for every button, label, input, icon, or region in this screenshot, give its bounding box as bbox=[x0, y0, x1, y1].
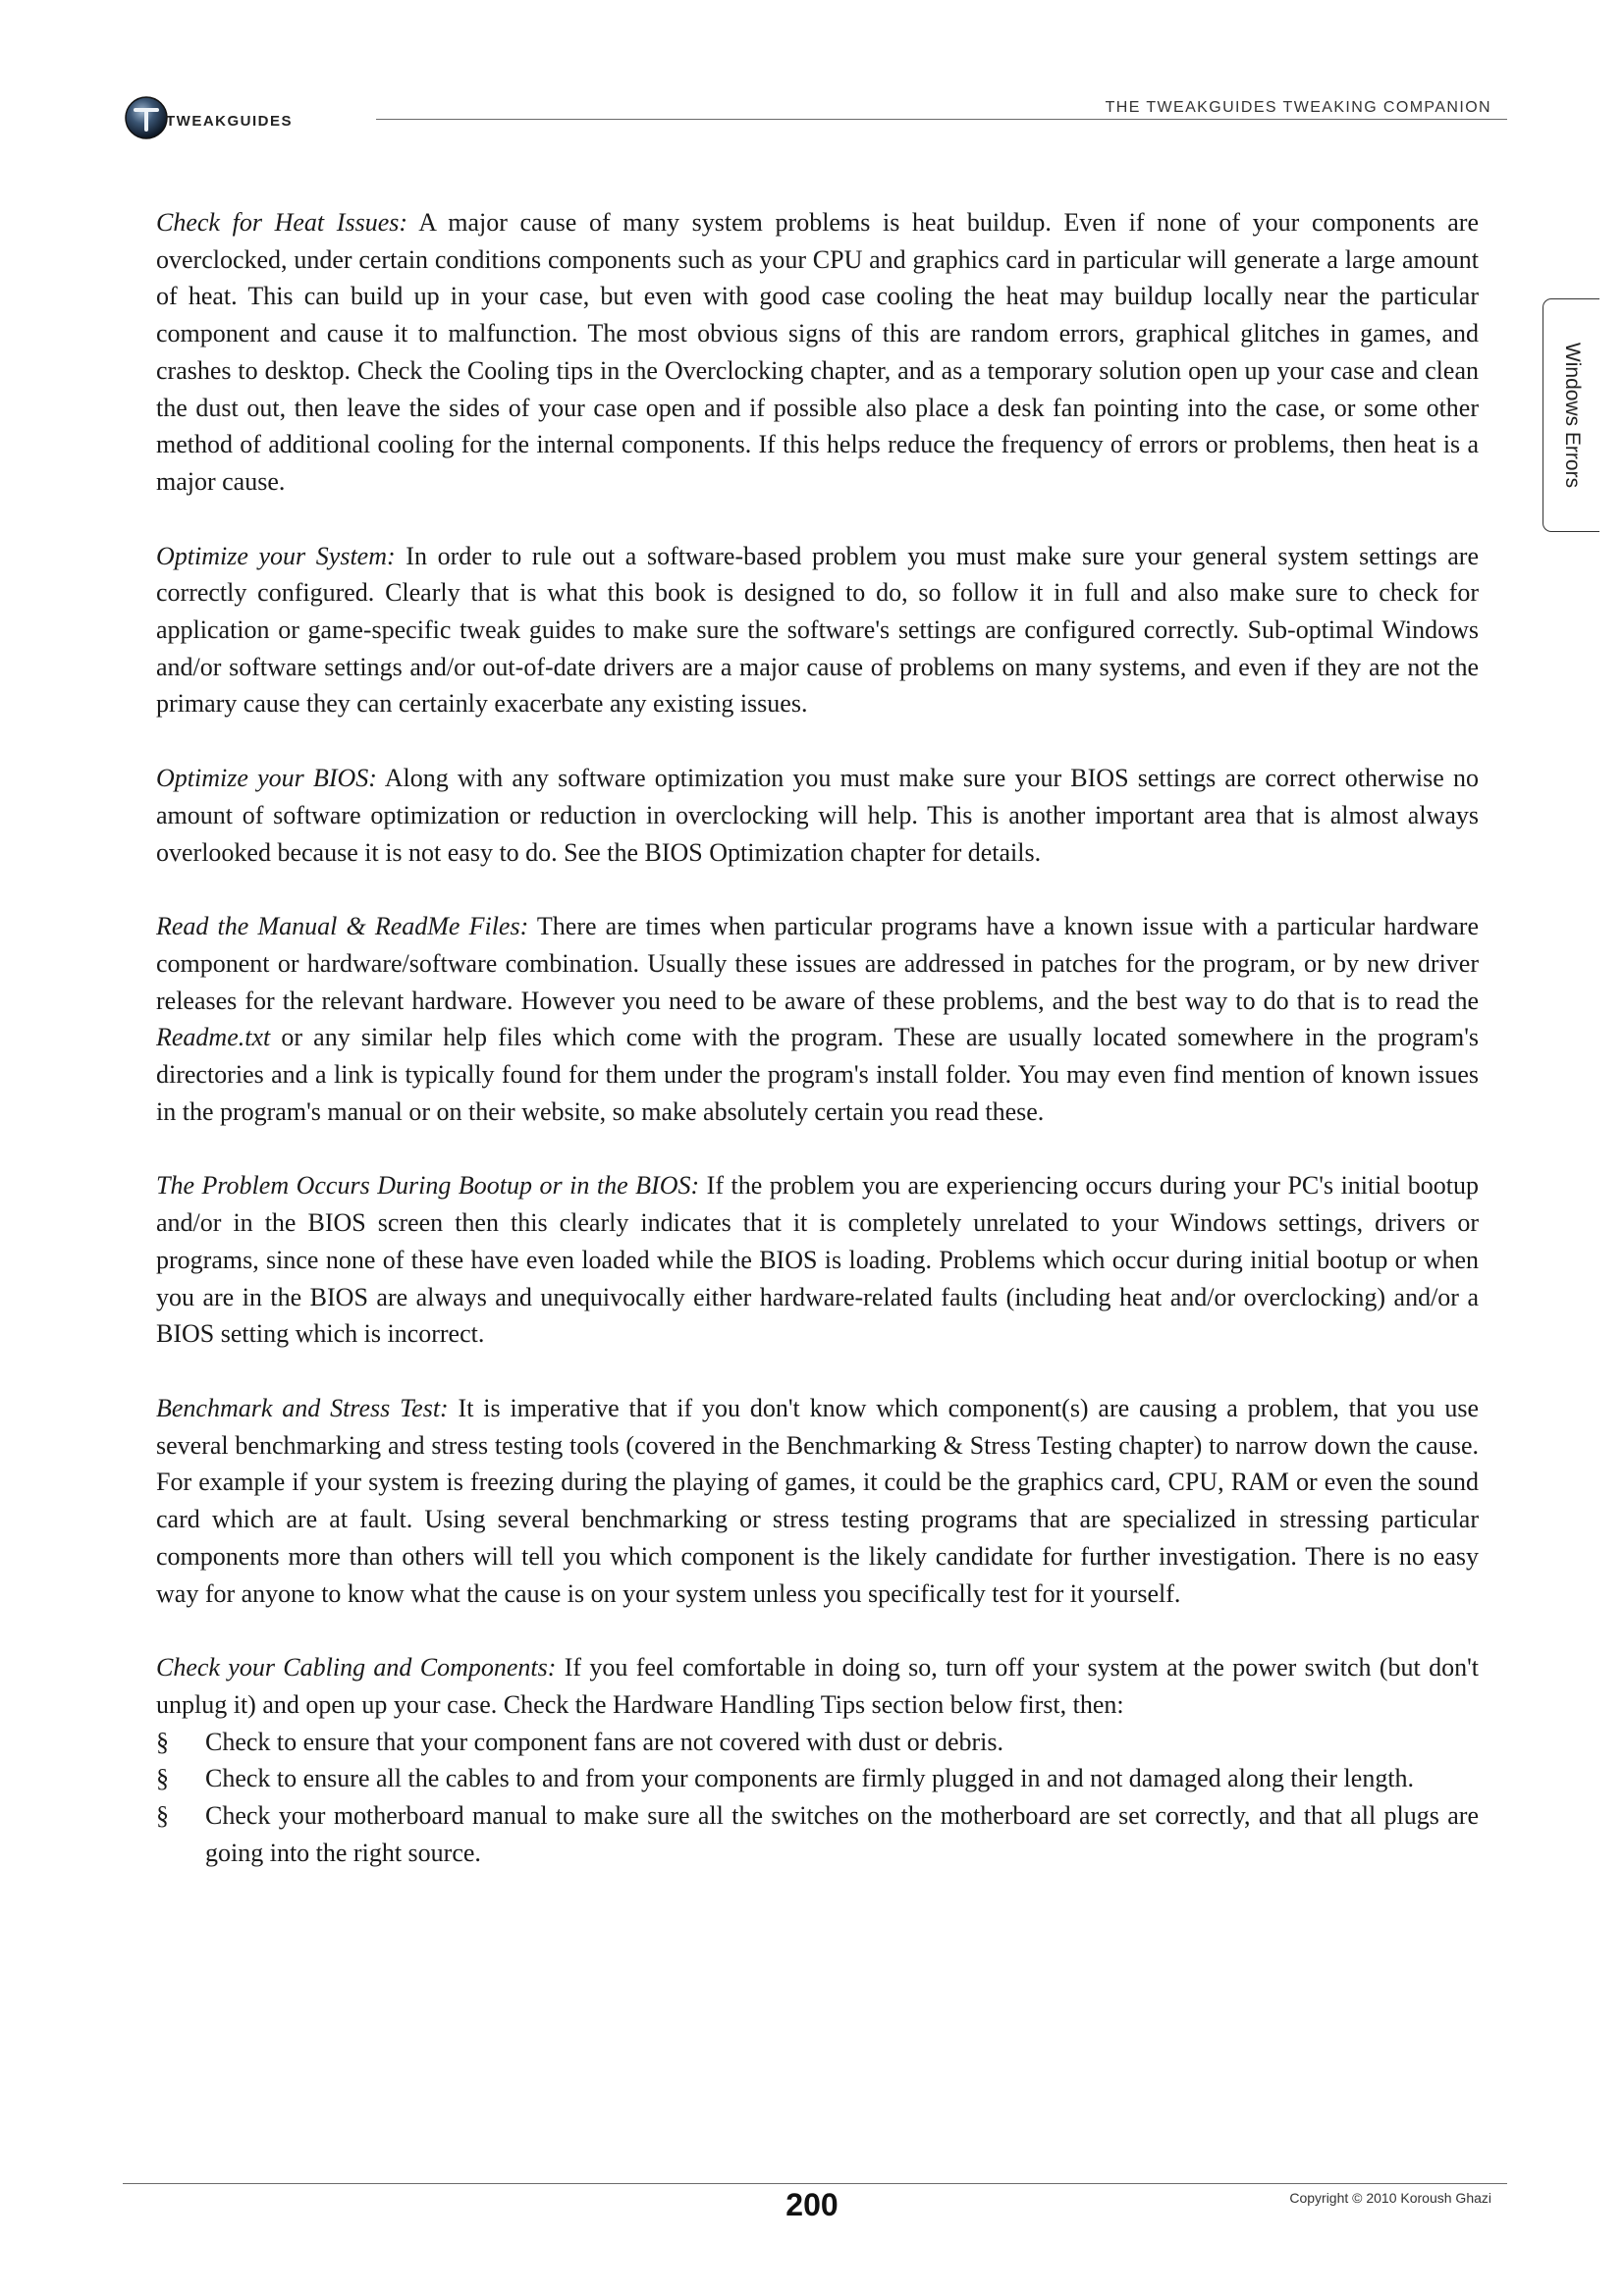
paragraph-lead: Check for Heat Issues: bbox=[156, 208, 408, 237]
paragraph-lead: Check your Cabling and Components: bbox=[156, 1653, 557, 1682]
section-sign-bullet: § bbox=[156, 1801, 169, 1831]
paragraph-optimize-system bbox=[156, 538, 1479, 723]
paragraph-text: If the problem you are experiencing occurs during your PC's initial bootup and/or in the BIOS screen then this clearly indicates that it is completely unrelated to your Windows settings, drivers or programs, since none of these have even loaded while the BIOS is loading. Problems which occur during initial bootup or when you are in the BIOS are always and unequivocally either hardware-related faults (including heat and/or overclocking) and/or a BIOS setting which is incorrect. bbox=[156, 1171, 1479, 1349]
running-header-title: THE TWEAKGUIDES TWEAKING COMPANION bbox=[1105, 99, 1491, 116]
paragraph-lead: Read the Manual & ReadMe Files: bbox=[156, 912, 529, 941]
section-sign-bullet: § bbox=[156, 1764, 169, 1793]
paragraph-text: In order to rule out a software-based problem you must make sure your general system settings are correctly configured. Clearly that is what this book is designed to do, so follow it in full and also make sure to check for application or game-specific tweak guides to make sure the software's settings are configured correctly. Sub-optimal Windows and/or software settings and/or out-of-date drivers are a major cause of problems on many systems, and even if they are not the primary cause they can certainly exacerbate any existing issues. bbox=[156, 541, 1479, 719]
chapter-side-tab-label: Windows Errors bbox=[1560, 342, 1584, 489]
paragraph-optimize-bios bbox=[156, 760, 1479, 871]
paragraph-lead: Optimize your BIOS: bbox=[156, 764, 377, 793]
list-item bbox=[156, 1760, 1479, 1797]
paragraph-bootup-bios bbox=[156, 1167, 1479, 1353]
paragraph-text: Along with any software optimization you must make sure your BIOS settings are correct otherwise no amount of software optimization or reduction in overclocking will help. This is another important area that is almost always overlooked because it is not easy to do. See the BIOS Optimization chapter for details. bbox=[156, 764, 1480, 867]
copyright-notice: Copyright © 2010 Koroush Ghazi bbox=[1289, 2190, 1491, 2206]
paragraph-benchmark bbox=[156, 1390, 1479, 1612]
paragraph-lead: Optimize your System: bbox=[156, 541, 396, 570]
chapter-side-tab bbox=[1543, 298, 1599, 532]
paragraph-lead: Benchmark and Stress Test: bbox=[156, 1393, 449, 1422]
paragraph-text: A major cause of many system problems is heat buildup. Even if none of your components are overclocked, under certain conditions components such as your CPU and graphics card in particular will generate a large amount of heat. This can build up in your case, but even with good case cooling the heat may buildup locally near the particular component and cause it to malfunction. The most obvious signs of this are random errors, graphical glitches in games, and crashes to desktop. Check the Cooling tips in the Overclocking chapter, and as a temporary solution open up your case and clean the dust out, then leave the sides of your case open and if possible also place a desk fan pointing into the case, or some other method of additional cooling for the internal components. If this helps reduce the frequency of errors or problems, then heat is a major cause. bbox=[156, 208, 1479, 496]
footer-rule bbox=[123, 2183, 1507, 2184]
paragraph-text: It is imperative that if you don't know which component(s) are causing a problem, that you use several benchmarking and stress testing tools (covered in the Benchmarking & Stress Testing chapter) to narrow down the cause. For example if your system is freezing during the playing of games, it could be the graphics card, CPU, RAM or even the sound card which are at fault. Using several benchmarking or stress testing programs that are specialized in stressing particular components more than others will tell you which component is the likely candidate for further investigation. There is no easy way for anyone to know what the cause is on your system unless you specifically test for it yourself. bbox=[156, 1393, 1479, 1608]
list-item bbox=[156, 1797, 1479, 1871]
cabling-checklist bbox=[156, 1724, 1479, 1872]
svg-text:TWEAKGUIDES: TWEAKGUIDES bbox=[166, 113, 293, 130]
page-body bbox=[156, 204, 1479, 1871]
page-header bbox=[123, 93, 1507, 142]
section-sign-bullet: § bbox=[156, 1727, 169, 1756]
paragraph-text: There are times when particular programs have a known issue with a particular hardware component or hardware/software combination. Usually these issues are addressed in patches for the program, or by new driver releases for the relevant hardware. However you need to be aware of these problems, and the best way to do that is to read the bbox=[156, 912, 1479, 1015]
list-item-text: Check your motherboard manual to make sure all the switches on the motherboard are set correctly, and that all plugs are going into the right source. bbox=[205, 1801, 1479, 1867]
header-rule bbox=[376, 119, 1507, 120]
readme-filename: Readme.txt bbox=[156, 1023, 271, 1052]
tweakguides-logo bbox=[123, 93, 358, 142]
paragraph-lead: The Problem Occurs During Bootup or in the BIOS: bbox=[156, 1171, 700, 1201]
list-item-text: Check to ensure that your component fans are not covered with dust or debris. bbox=[205, 1727, 1003, 1756]
list-item-text: Check to ensure all the cables to and from your components are firmly plugged in and not damaged along their length. bbox=[205, 1764, 1415, 1793]
paragraph-text: If you feel comfortable in doing so, turn off your system at the power switch (but don't unplug it) and open up your case. Check the Hardware Handling Tips section below first, then: bbox=[156, 1653, 1479, 1719]
page-number: 200 bbox=[785, 2187, 839, 2222]
paragraph-heat-issues bbox=[156, 204, 1479, 501]
paragraph-cabling bbox=[156, 1649, 1479, 1723]
paragraph-text: or any similar help files which come with the program. These are usually located somewhere in the program's directories and a link is typically found for them under the program's install folder. You may even find mention of known issues in the program's manual or on their website, so make absolutely certain you read these. bbox=[156, 1023, 1479, 1126]
paragraph-readme-files bbox=[156, 908, 1479, 1130]
list-item bbox=[156, 1724, 1479, 1761]
